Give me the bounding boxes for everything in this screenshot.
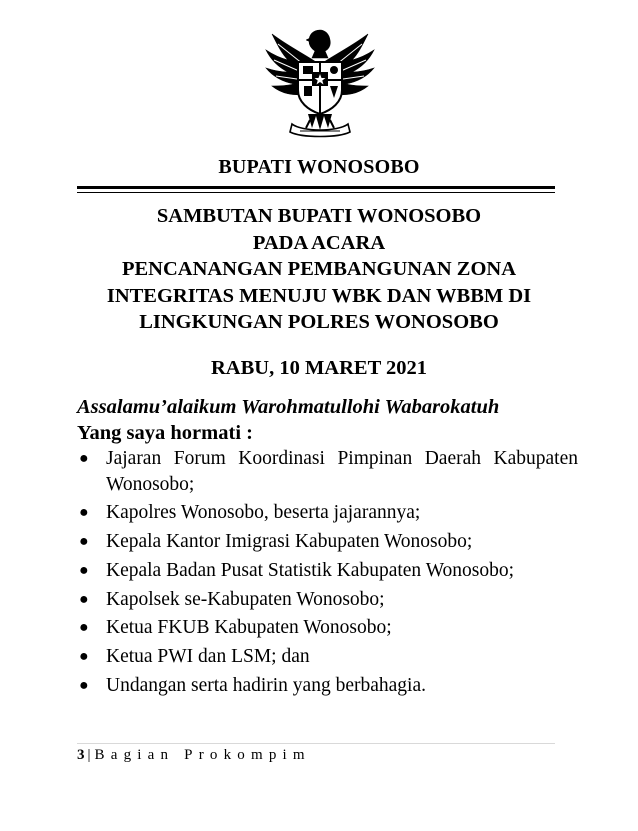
list-item-text: Ketua FKUB Kabupaten Wonosobo; — [106, 617, 392, 639]
list-item — [77, 615, 578, 641]
office-title: BUPATI WONOSOBO — [218, 156, 420, 178]
honoree-list — [77, 446, 578, 702]
footer-rule — [77, 743, 555, 744]
header-rule-thick — [77, 186, 555, 189]
speech-title-line: SAMBUTAN BUPATI WONOSOBO — [156, 205, 482, 227]
bullet-icon: ● — [79, 677, 89, 695]
list-item-text: Kapolsek se-Kabupaten Wonosobo; — [106, 588, 385, 610]
bullet-icon: ● — [79, 533, 89, 551]
list-item-text: Kepala Kantor Imigrasi Kabupaten Wonosobo; — [106, 531, 473, 553]
list-item — [77, 587, 578, 613]
page-number: 3 — [77, 747, 85, 763]
list-item — [77, 558, 578, 584]
list-item — [77, 446, 578, 497]
list-item — [77, 529, 578, 555]
footer-separator: | — [87, 747, 91, 763]
list-item-text: Ketua PWI dan LSM; dan — [106, 646, 310, 668]
footer-department: Bagian Prokompim — [94, 747, 311, 763]
bullet-icon: ● — [79, 619, 89, 637]
speech-title-line: PADA ACARA — [252, 231, 386, 254]
speech-title-line: LINGKUNGAN POLRES WONOSOBO — [139, 311, 499, 333]
opening-greeting: Assalamu’alaikum Warohmatullohi Wabarokatuh — [77, 396, 500, 418]
bullet-icon: ● — [79, 450, 89, 467]
speech-title-line: INTEGRITAS MENUJU WBK DAN WBBM DI — [106, 284, 532, 307]
honor-heading: Yang saya hormati : — [77, 422, 253, 444]
garuda-emblem-icon — [258, 24, 382, 140]
list-item-text: Kepala Badan Pusat Statistik Kabupaten Wonosobo; — [106, 559, 515, 581]
bullet-icon: ● — [79, 590, 89, 608]
list-item — [77, 644, 578, 670]
list-item-text: Undangan serta hadirin yang berbahagia. — [106, 675, 426, 697]
bullet-icon: ● — [79, 561, 89, 579]
bullet-icon: ● — [79, 504, 89, 522]
header-rule-thin — [77, 192, 555, 193]
speech-date: RABU, 10 MARET 2021 — [210, 357, 428, 379]
speech-title — [60, 203, 578, 336]
bullet-icon: ● — [79, 648, 89, 666]
page-footer — [77, 747, 311, 764]
list-item-text: Kapolres Wonosobo, beserta jajarannya; — [106, 502, 421, 524]
list-item — [77, 673, 578, 699]
list-item-text: Jajaran Forum Koordinasi Pimpinan Daerah Kabupaten Wonosobo; — [106, 448, 578, 495]
list-item — [77, 500, 578, 526]
speech-title-line: PENCANANGAN PEMBANGUNAN ZONA — [121, 258, 517, 280]
